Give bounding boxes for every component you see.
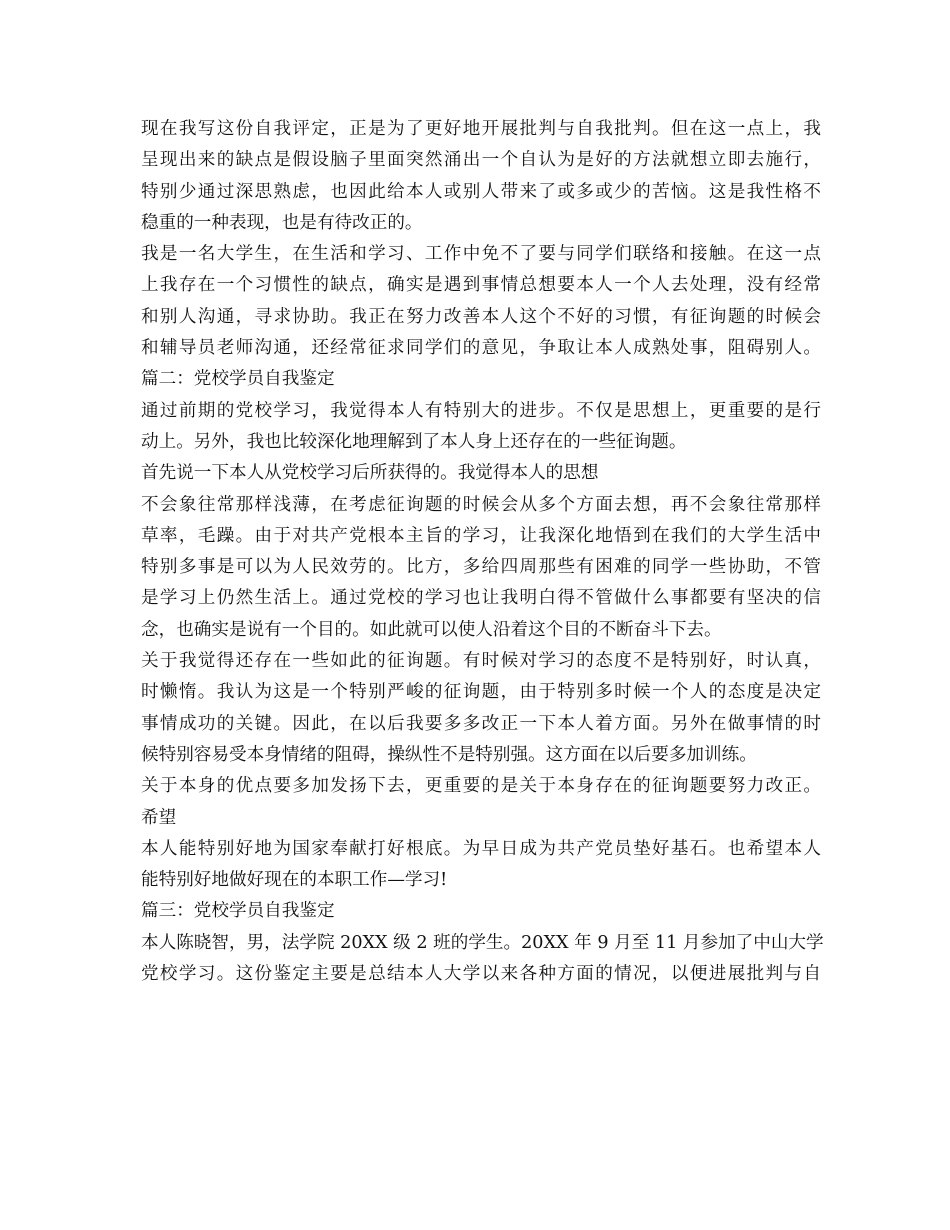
text-line: 我是一名大学生，在生活和学习、工作中免不了要与同学们联络和接触。在这一点 [141,244,821,265]
text-line: 关于本身的优点要多加发扬下去，更重要的是关于本身存在的征询题要努力改正。 [141,776,821,797]
text-line: 特别多事是可以为人民效劳的。比方，多给四周那些有困难的同学一些协助，不管 [141,557,821,578]
text-line: 希望 [141,807,177,828]
text-line: 本人能特别好地为国家奉献打好根底。为早日成为共产党员垫好基石。也希望本人 [141,838,821,859]
text-line: 和辅导员老师沟通，还经常征求同学们的意见，争取让本人成熟处事，阻碍别人。 [141,338,821,359]
text-line: 动上。另外，我也比较深化地理解到了本人身上还存在的一些征询题。 [141,431,687,452]
text-line: 篇三：党校学员自我鉴定 [141,901,335,922]
text-line: 稳重的一种表现，也是有待改正的。 [141,212,423,233]
text-line: 时懒惰。我认为这是一个特别严峻的征询题，由于特别多时候一个人的态度是决定 [141,682,821,703]
text-line: 能特别好地做好现在的本职工作—学习! [141,870,448,891]
document-body [141,114,824,990]
text-line: 党校学习。这份鉴定主要是总结本人大学以来各种方面的情况，以便进展批判与自 [141,964,821,985]
text-line: 事情成功的关键。因此，在以后我要多多改正一下本人着方面。另外在做事情的时 [141,713,821,734]
text-line: 现在我写这份自我评定，正是为了更好地开展批判与自我批判。但在这一点上，我 [141,119,821,139]
text-line: 候特别容易受本身情绪的阻碍，操纵性不是特别强。这方面在以后要多加训练。 [141,744,757,765]
text-line: 本人陈晓智，男，法学院 20XX 级 2 班的学生。20XX 年 9 月至 11 月参加了中山大学 [141,932,824,953]
text-line: 草率，毛躁。由于对共产党根本主旨的学习，让我深化地悟到在我们的大学生活中 [141,525,821,546]
text-line: 通过前期的党校学习，我觉得本人有特别大的进步。不仅是思想上，更重要的是行 [141,400,821,421]
text-line: 呈现出来的缺点是假设脑子里面突然涌出一个自认为是好的方法就想立即去施行， [141,150,821,171]
text-line: 和别人沟通，寻求协助。我正在努力改善本人这个不好的习惯，有征询题的时候会 [141,306,821,327]
text-line: 特别少通过深思熟虑，也因此给本人或别人带来了或多或少的苦恼。这是我性格不 [141,181,821,202]
text-line: 念，也确实是说有一个目的。如此就可以使人沿着这个目的不断奋斗下去。 [141,619,722,640]
text-line: 上我存在一个习惯性的缺点，确实是遇到事情总想要本人一个人去处理，没有经常 [141,275,821,296]
text-line: 是学习上仍然生活上。通过党校的学习也让我明白得不管做什么事都要有坚决的信 [141,588,821,609]
text-line: 首先说一下本人从党校学习后所获得的。我觉得本人的思想 [141,463,599,484]
text-line: 不会象往常那样浅薄，在考虑征询题的时候会从多个方面去想，再不会象往常那样 [141,494,821,515]
text-line: 篇二：党校学员自我鉴定 [141,369,335,390]
text-line: 关于我觉得还存在一些如此的征询题。有时候对学习的态度不是特别好，时认真， [141,651,821,672]
